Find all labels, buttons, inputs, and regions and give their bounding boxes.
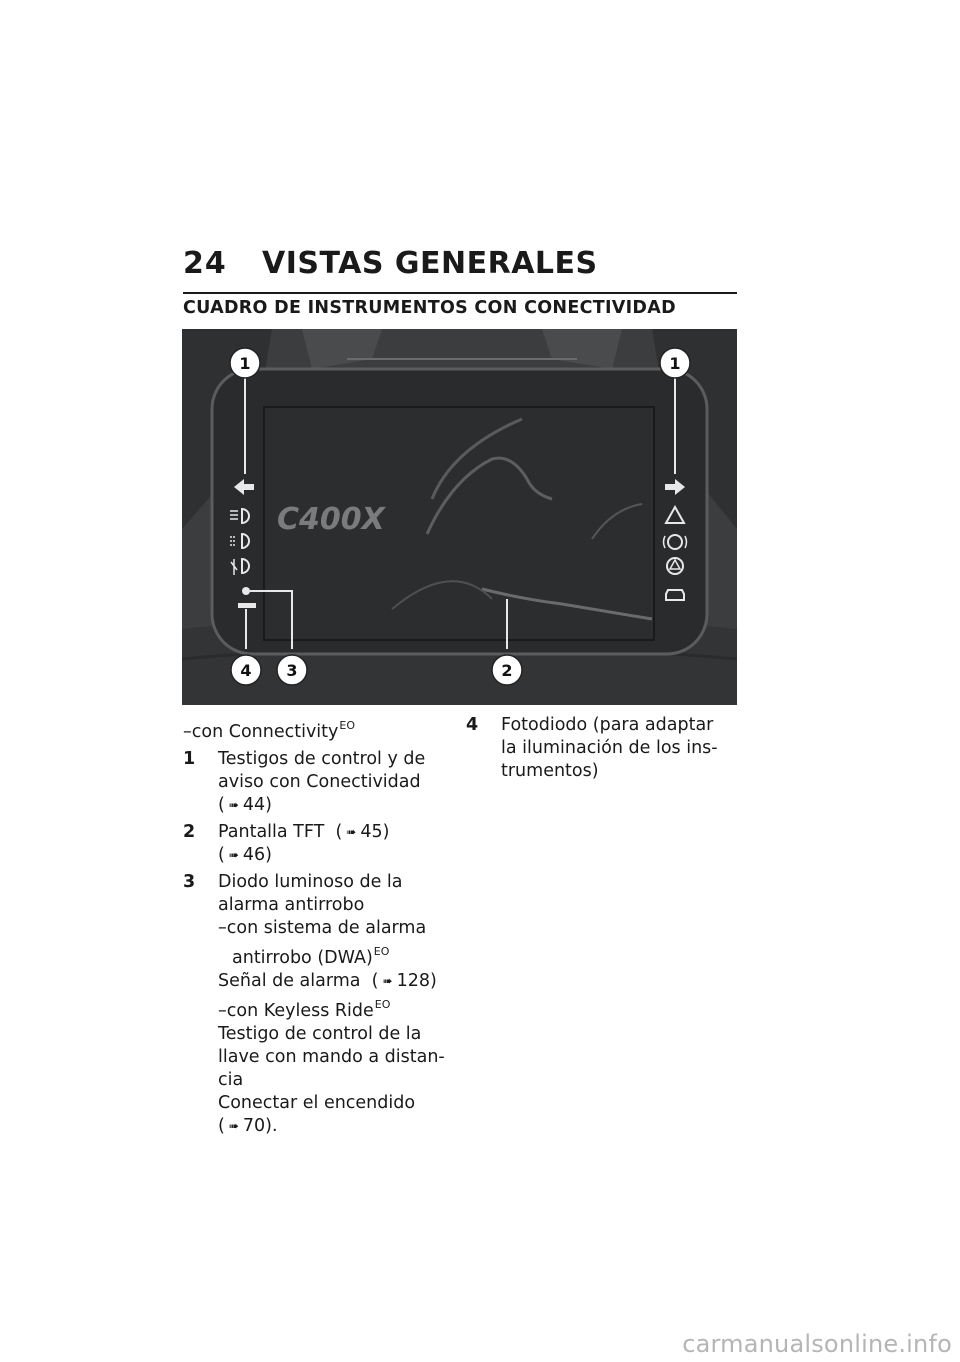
- page-reference-icon: ➠: [228, 798, 239, 812]
- section-title: CUADRO DE INSTRUMENTOS CON CONECTIVIDAD: [183, 298, 676, 318]
- chapter-title: VISTAS GENERALES: [262, 246, 598, 281]
- page-reference-icon: ➠: [228, 1119, 239, 1133]
- legend-item-2: 2 Pantalla TFT ( ➠ 45) ( ➠ 46): [183, 822, 390, 865]
- section-rule: [183, 292, 737, 294]
- watermark: carmanualsonline.info: [682, 1330, 952, 1358]
- legend-left-column: [183, 714, 448, 1138]
- callout-1-left: 1: [239, 354, 251, 373]
- tft-logo: C400X: [277, 502, 385, 537]
- page-reference-icon: ➠: [228, 848, 239, 862]
- page-reference-icon: ➠: [346, 825, 357, 839]
- callout-4: 4: [240, 661, 252, 680]
- legend-item-3: 3 Diodo luminoso de la alarma antirrobo –con sistema de alarma antirrobo (DWA)$^{EO}$ Señal de alarma ( ➠ 128) –con Keyless Ride$^{EO}$ Testigo de control de la llave con mando a distan- cia Conectar el encendido ( ➠ 70).: [183, 872, 445, 1136]
- legend-item-number: 2: [183, 822, 196, 842]
- callout-2: 2: [501, 661, 513, 680]
- callout-3: 3: [286, 661, 298, 680]
- page-reference-icon: ➠: [382, 974, 393, 988]
- page-number: 24: [183, 246, 227, 281]
- legend-item-number: 4: [466, 715, 479, 735]
- instrument-cluster-figure: [182, 329, 737, 705]
- legend-item-1: 1 Testigos de control y de aviso con Conectividad ( ➠ 44): [183, 749, 426, 815]
- callout-1-right: 1: [669, 354, 681, 373]
- legend-item-number: 3: [183, 872, 196, 892]
- legend-item-4: 4 Fotodiodo (para adaptar la iluminación de los ins- trumentos): [466, 715, 718, 781]
- variant-intro: –con Connectivity$^{EO}$: [183, 719, 355, 742]
- legend-right-column: [466, 714, 736, 783]
- legend-item-number: 1: [183, 749, 196, 769]
